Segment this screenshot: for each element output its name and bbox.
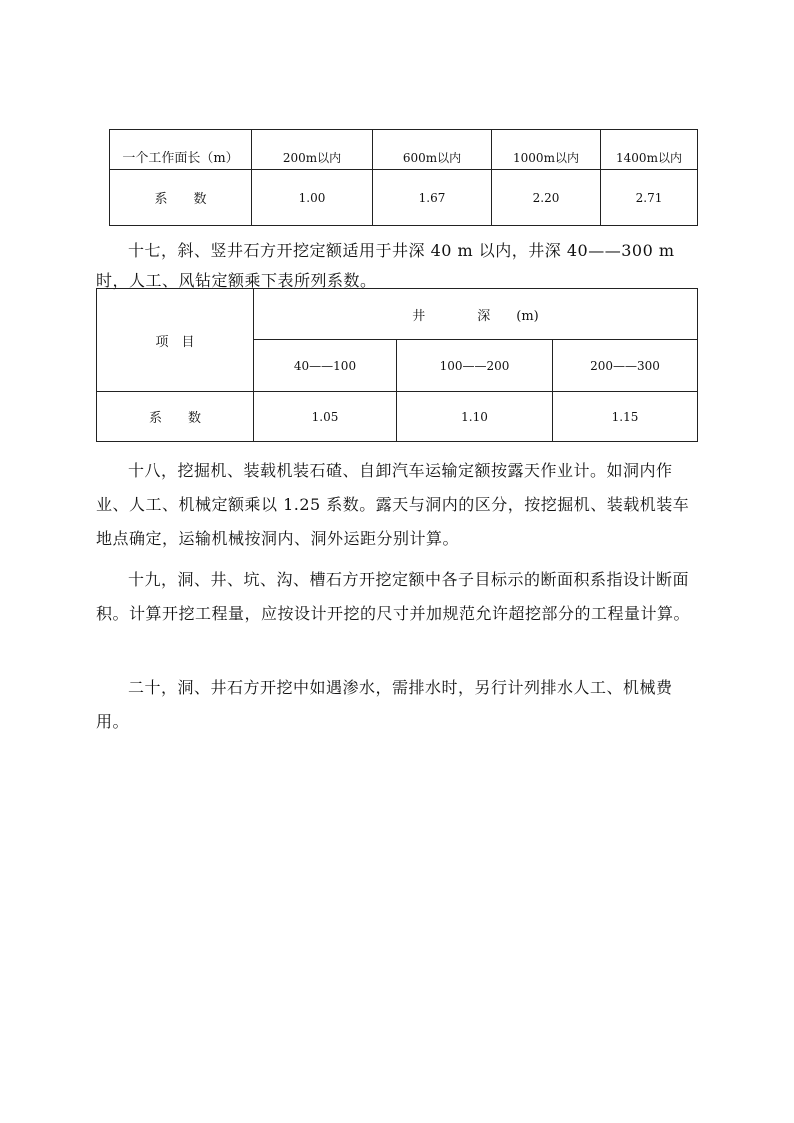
header-1000m: 1000m以内 [492, 130, 601, 170]
header-600m: 600m以内 [373, 130, 492, 170]
header-200m: 200m以内 [252, 130, 373, 170]
header-work-face-length: 一个工作面长（m） [110, 130, 252, 170]
depth-range: 40——100 [254, 340, 397, 392]
table-header-row [97, 289, 698, 340]
paragraph-18: 十八，挖掘机、装载机装石碴、自卸汽车运输定额按露天作业计。如洞内作业、人工、机械定额乘以 1.25 系数。露天与洞内的区分，按挖掘机、装载机装车地点确定，运输机械按洞内、洞外运距分别计算。 [96, 461, 690, 548]
work-face-length-table [109, 129, 698, 226]
coefficient-value: 1.67 [373, 170, 492, 226]
coefficient-label: 系 数 [110, 170, 252, 226]
paragraph-20: 二十，洞、井石方开挖中如遇渗水，需排水时，另行计列排水人工、机械费用。 [96, 678, 673, 731]
shaft-depth-table [96, 288, 698, 442]
depth-header: 井 深 (m) [254, 289, 698, 340]
table-header-row [110, 130, 698, 170]
depth-range: 200——300 [553, 340, 698, 392]
coefficient-label: 系 数 [97, 392, 254, 442]
coefficient-value: 1.00 [252, 170, 373, 226]
item-header: 项 目 [97, 289, 254, 392]
paragraph-17: 十七，斜、竖井石方开挖定额适用于井深 40 m 以内，井深 40——300 m 时，人工、风钻定额乘下表所列系数。 [96, 241, 675, 290]
paragraph-19: 十九，洞、井、坑、沟、槽石方开挖定额中各子目标示的断面积系指设计断面积。计算开挖工程量，应按设计开挖的尺寸并加规范允许超挖部分的工程量计算。 [96, 570, 691, 623]
depth-range: 100——200 [397, 340, 553, 392]
table-row [97, 392, 698, 442]
coefficient-value: 1.15 [553, 392, 698, 442]
coefficient-value: 2.20 [492, 170, 601, 226]
coefficient-value: 2.71 [601, 170, 698, 226]
coefficient-value: 1.05 [254, 392, 397, 442]
header-1400m: 1400m以内 [601, 130, 698, 170]
table-row [110, 170, 698, 226]
coefficient-value: 1.10 [397, 392, 553, 442]
